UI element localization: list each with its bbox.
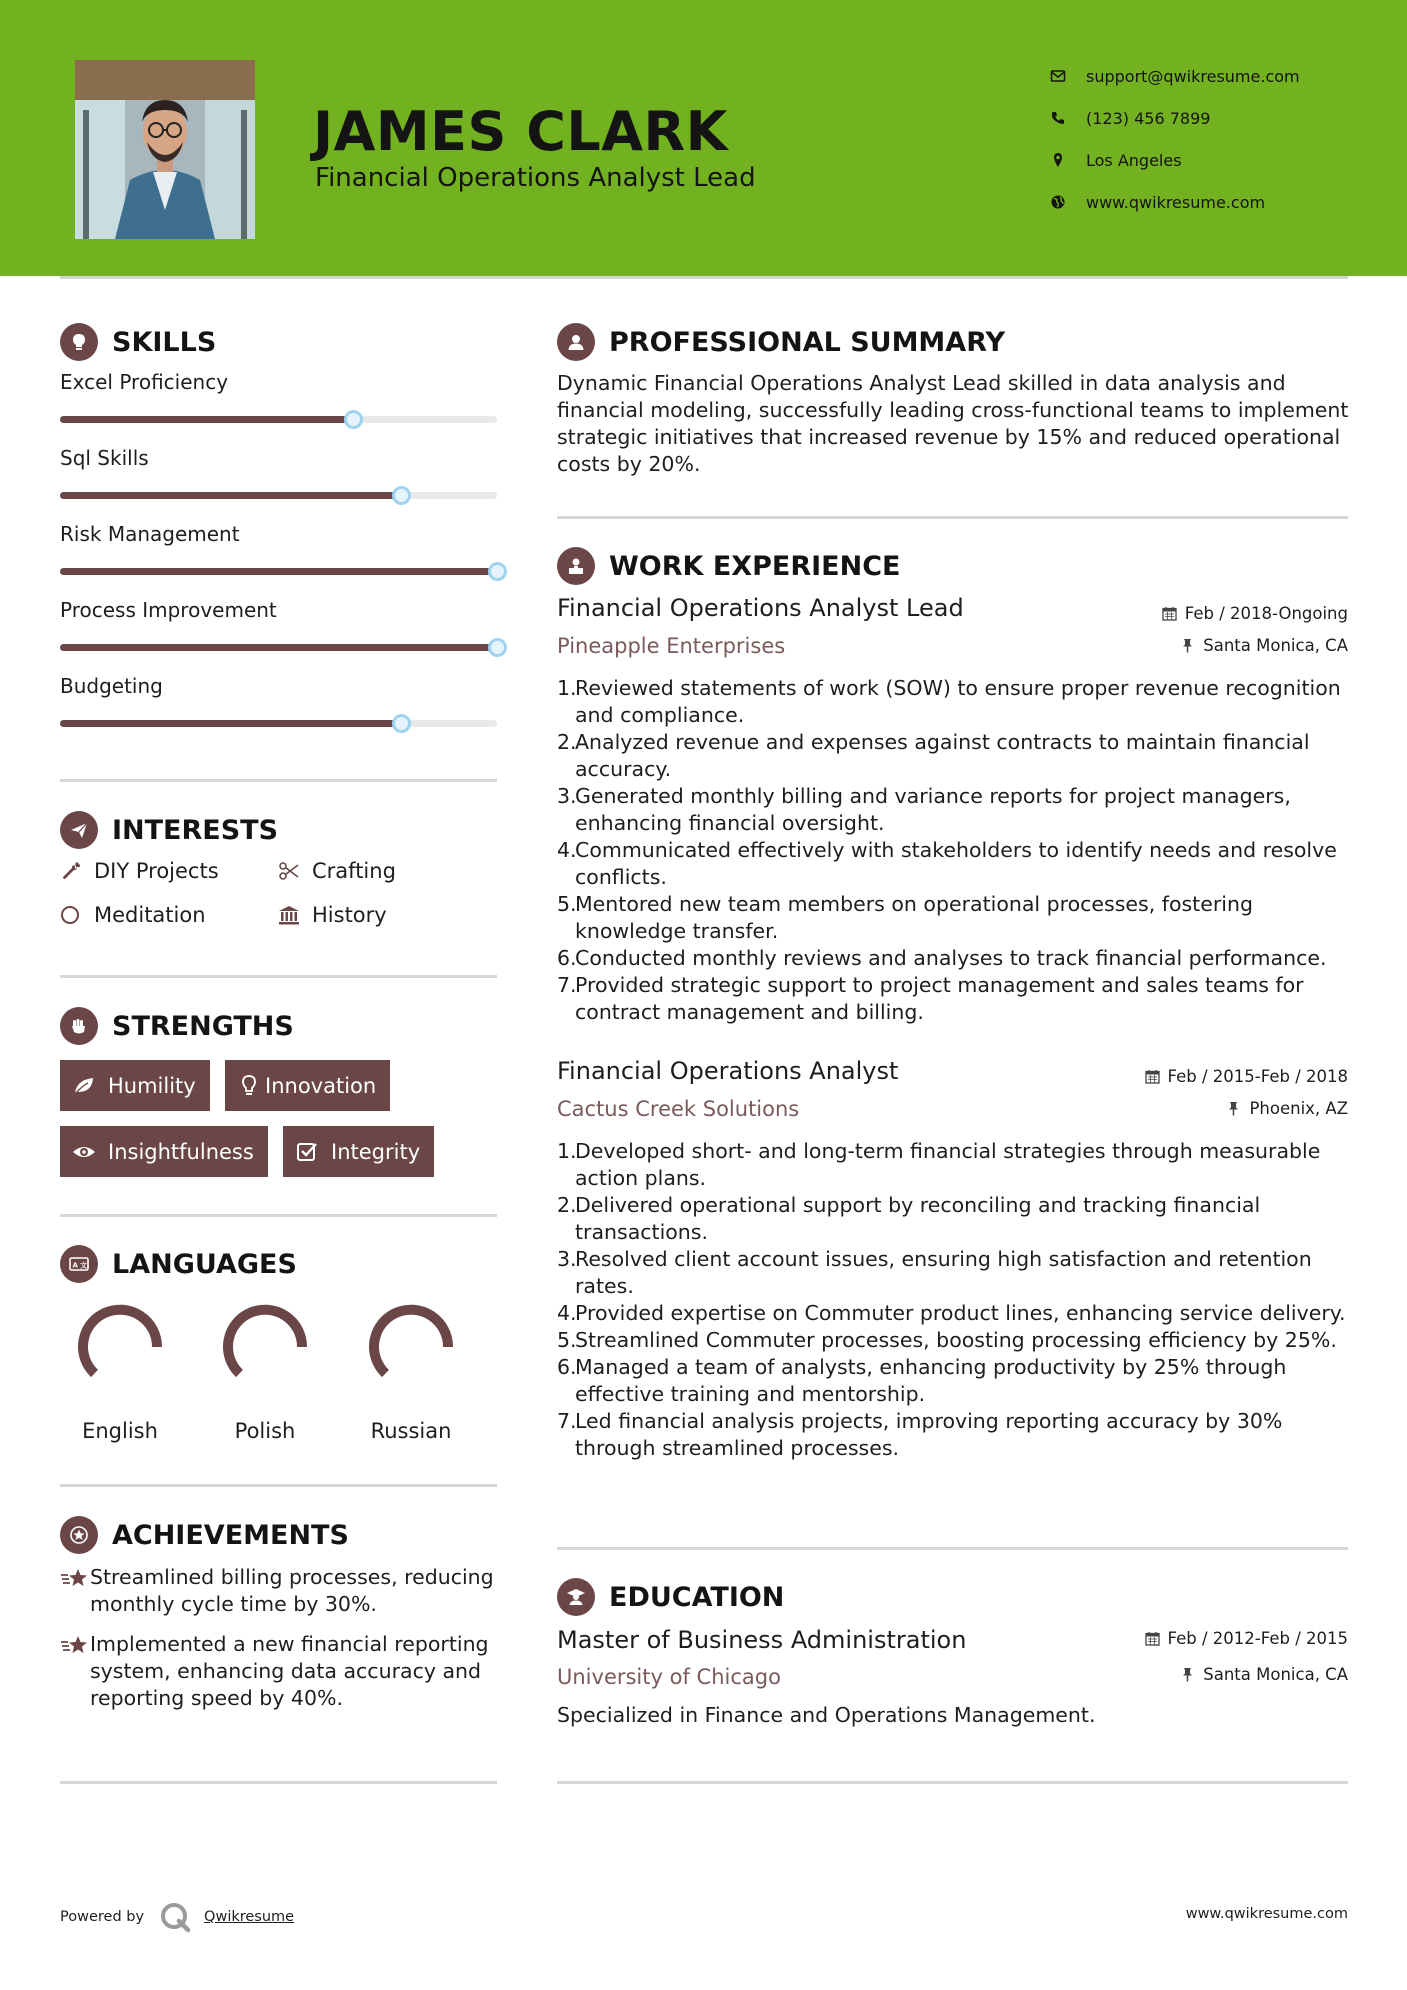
language-label: Russian (370, 1419, 452, 1443)
language-item (195, 1297, 335, 1443)
skill-bar (60, 568, 497, 575)
pushpin-icon (1180, 1667, 1195, 1682)
skill-sql (60, 446, 497, 499)
language-item (50, 1297, 190, 1443)
summary-title: PROFESSIONAL SUMMARY (609, 326, 1006, 358)
section-divider (60, 1214, 497, 1217)
contact-email-text: support@qwikresume.com (1086, 66, 1300, 86)
duty-text: Provided strategic support to project management and sales teams for contract management and billing. (575, 973, 1304, 1024)
interest-item (60, 859, 219, 883)
skill-label: Budgeting (60, 674, 163, 698)
contact-website-text: www.qwikresume.com (1086, 192, 1266, 212)
achievement-item (60, 1564, 500, 1618)
skill-label: Process Improvement (60, 598, 277, 622)
briefcase-icon (557, 547, 595, 585)
fist-icon (60, 1007, 98, 1045)
duty-text: Mentored new team members on operational processes, fostering knowledge transfer. (575, 892, 1253, 943)
duty-text: Managed a team of analysts, enhancing productivity by 25% through effective training and mentorship. (575, 1355, 1287, 1406)
job-title: Financial Operations Analyst Lead (557, 594, 964, 622)
duty-text: Streamlined Commuter processes, boosting processing efficiency by 25%. (575, 1328, 1337, 1352)
skill-fill (60, 568, 497, 575)
section-divider (557, 1547, 1348, 1550)
strengths-title: STRENGTHS (112, 1010, 294, 1042)
strength-badge (60, 1060, 210, 1111)
skill-knob (392, 486, 411, 505)
experience-heading (557, 547, 900, 585)
duty-text: Led financial analysis projects, improving reporting accuracy by 30% through streamlined processes. (575, 1409, 1283, 1460)
circle-icon (60, 904, 94, 926)
lightbulb-icon (237, 1074, 265, 1098)
skill-bar (60, 492, 497, 499)
interest-label: History (312, 903, 387, 927)
skills-title: SKILLS (112, 326, 217, 358)
contact-location-text: Los Angeles (1086, 150, 1182, 170)
skill-knob (488, 638, 507, 657)
pushpin-icon (1226, 1101, 1241, 1116)
section-divider (557, 1781, 1348, 1784)
degree-title: Master of Business Administration (557, 1626, 967, 1654)
svg-text:文: 文 (80, 1261, 87, 1270)
section-divider (557, 516, 1348, 519)
duty-item: 5. Mentored new team members on operational processes, fostering knowledge transfer. (557, 891, 1357, 945)
job-duties (557, 675, 1357, 1026)
strength-badge (60, 1126, 268, 1177)
duty-item: 3. Generated monthly billing and variance reports for project managers, enhancing financial oversight. (557, 783, 1357, 837)
skill-knob (392, 714, 411, 733)
duty-text: Delivered operational support by reconciling and tracking financial transactions. (575, 1193, 1261, 1244)
shooting-star-icon (60, 1564, 90, 1618)
strength-badge (225, 1060, 390, 1111)
candidate-title: Financial Operations Analyst Lead (315, 163, 756, 193)
strength-label: Insightfulness (108, 1139, 254, 1164)
contact-location (1050, 139, 1390, 181)
duty-text: Reviewed statements of work (SOW) to ensure proper revenue recognition and compliance. (575, 676, 1341, 727)
skill-fill (60, 492, 401, 499)
duty-item: 7. Led financial analysis projects, improving reporting accuracy by 30% through streamlined processes. (557, 1408, 1357, 1462)
job-date (1162, 604, 1348, 623)
skill-process (60, 598, 497, 651)
eye-icon (72, 1140, 108, 1164)
education-date (1145, 1629, 1348, 1648)
education-location (1180, 1665, 1348, 1684)
resume-header (0, 0, 1407, 276)
experience-title: WORK EXPERIENCE (609, 550, 901, 582)
paper-plane-icon (60, 811, 98, 849)
strengths-heading (60, 1007, 294, 1045)
education-heading (557, 1578, 784, 1616)
contact-website[interactable] (1050, 181, 1390, 223)
contact-list (1050, 55, 1390, 223)
section-divider (60, 1484, 497, 1487)
interests-title: INTERESTS (112, 814, 279, 846)
contact-email[interactable] (1050, 55, 1390, 97)
achievements-title: ACHIEVEMENTS (112, 1519, 349, 1551)
skill-fill (60, 644, 497, 651)
skill-label: Excel Proficiency (60, 370, 229, 394)
skill-label: Sql Skills (60, 446, 149, 470)
summary-heading (557, 323, 1005, 361)
job-date-text: Feb / 2018-Ongoing (1184, 604, 1348, 623)
section-divider (60, 1781, 497, 1784)
education-description: Specialized in Finance and Operations Management. (557, 1703, 1096, 1727)
envelope-icon (1050, 66, 1086, 86)
svg-text:A: A (72, 1261, 78, 1270)
education-title: EDUCATION (609, 1581, 785, 1613)
calendar-icon (1145, 1631, 1160, 1646)
duty-item: 2. Delivered operational support by reconciling and tracking financial transactions. (557, 1192, 1357, 1246)
interest-item (278, 903, 387, 927)
school-name: University of Chicago (557, 1665, 781, 1689)
globe-icon (1050, 192, 1086, 212)
skill-excel (60, 370, 497, 423)
qwikresume-link[interactable]: Qwikresume (204, 1909, 295, 1925)
duty-item: 5. Streamlined Commuter processes, boosting processing efficiency by 25%. (557, 1328, 1337, 1352)
profile-photo (75, 60, 255, 239)
skill-label: Risk Management (60, 522, 240, 546)
user-icon (557, 323, 595, 361)
checkbox-icon (295, 1140, 331, 1164)
duty-item: 3. Resolved client account issues, ensuring high satisfaction and retention rates. (557, 1246, 1357, 1300)
leaf-icon (72, 1074, 108, 1098)
footer-branding (60, 1900, 294, 1934)
bank-icon (278, 904, 312, 926)
duty-text: Conducted monthly reviews and analyses to track financial performance. (575, 946, 1327, 970)
job-title: Financial Operations Analyst (557, 1057, 899, 1085)
duty-text: Communicated effectively with stakeholders to identify needs and resolve conflicts. (575, 838, 1337, 889)
duty-text: Generated monthly billing and variance reports for project managers, enhancing financial oversight. (575, 784, 1291, 835)
duty-text: Provided expertise on Commuter product lines, enhancing service delivery. (575, 1301, 1346, 1325)
job-company: Pineapple Enterprises (557, 634, 786, 658)
languages-heading (60, 1245, 297, 1283)
candidate-name: JAMES CLARK (313, 100, 728, 163)
skill-fill (60, 720, 401, 727)
duty-item: 4. Provided expertise on Commuter product lines, enhancing service delivery. (557, 1301, 1346, 1325)
interest-label: Crafting (312, 859, 396, 883)
duty-text: Developed short- and long-term financial strategies through measurable action plans. (575, 1139, 1321, 1190)
wrench-icon (60, 860, 94, 882)
summary-text: Dynamic Financial Operations Analyst Lead skilled in data analysis and financial modeling, successfully leading cross-functional teams to implement strategic initiatives that increased revenue by 15% and reduced operational costs by 20%. (557, 371, 1349, 476)
job-company: Cactus Creek Solutions (557, 1097, 800, 1121)
skill-bar (60, 644, 497, 651)
job-location (1180, 636, 1348, 655)
skill-knob (488, 562, 507, 581)
duty-item: 6. Conducted monthly reviews and analyses to track financial performance. (557, 946, 1327, 970)
skill-bar (60, 416, 497, 423)
duty-item: 4. Communicated effectively with stakeholders to identify needs and resolve conflicts. (557, 837, 1357, 891)
pushpin-icon (1180, 638, 1195, 653)
interest-label: Meditation (94, 903, 206, 927)
graduate-icon (557, 1578, 595, 1616)
calendar-icon (1162, 606, 1177, 621)
calendar-icon (1145, 1069, 1160, 1084)
skill-budgeting (60, 674, 497, 727)
job-duties (557, 1138, 1357, 1462)
interest-label: DIY Projects (94, 859, 219, 883)
skill-knob (344, 410, 363, 429)
duty-item: 7. Provided strategic support to project management and sales teams for contract management and billing. (557, 972, 1357, 1026)
language-label: English (82, 1419, 158, 1443)
language-item (341, 1297, 481, 1443)
language-gauge (215, 1297, 315, 1397)
job-location-text: Phoenix, AZ (1249, 1099, 1348, 1118)
duty-item: 1. Developed short- and long-term financial strategies through measurable action plans. (557, 1138, 1357, 1192)
language-label: Polish (234, 1419, 296, 1443)
interest-item (60, 903, 206, 927)
star-badge-icon (60, 1516, 98, 1554)
strength-badge (283, 1126, 434, 1177)
header-divider (60, 276, 1348, 279)
language-icon (60, 1245, 98, 1283)
qwikresume-logo-icon (158, 1900, 192, 1934)
skill-risk (60, 522, 497, 575)
map-pin-icon (1050, 150, 1086, 170)
interests-heading (60, 811, 278, 849)
interest-item (278, 859, 396, 883)
achievement-item (60, 1631, 500, 1712)
education-location-text: Santa Monica, CA (1203, 1665, 1348, 1684)
duty-text: Analyzed revenue and expenses against contracts to maintain financial accuracy. (575, 730, 1310, 781)
strength-label: Innovation (265, 1073, 377, 1098)
job-date-text: Feb / 2015-Feb / 2018 (1167, 1067, 1348, 1086)
contact-phone[interactable] (1050, 97, 1390, 139)
shooting-star-icon (60, 1631, 90, 1712)
language-gauge (361, 1297, 461, 1397)
duty-item: 1. Reviewed statements of work (SOW) to ensure proper revenue recognition and compliance. (557, 675, 1357, 729)
section-divider (60, 975, 497, 978)
duty-item: 6. Managed a team of analysts, enhancing productivity by 25% through effective training and mentorship. (557, 1354, 1357, 1408)
duty-text: Resolved client account issues, ensuring high satisfaction and retention rates. (575, 1247, 1312, 1298)
job-location (1226, 1099, 1348, 1118)
section-divider (60, 779, 497, 782)
job-location-text: Santa Monica, CA (1203, 636, 1348, 655)
job-date (1145, 1067, 1348, 1086)
skill-bar (60, 720, 497, 727)
powered-by-text: Powered by (60, 1909, 145, 1925)
languages-title: LANGUAGES (112, 1248, 297, 1280)
contact-phone-text: (123) 456 7899 (1086, 108, 1211, 128)
footer-url[interactable]: www.qwikresume.com (1185, 1906, 1348, 1922)
lightbulb-icon (60, 323, 98, 361)
strength-label: Humility (108, 1073, 196, 1098)
achievement-text: Implemented a new financial reporting system, enhancing data accuracy and reporting speed by 40%. (90, 1632, 489, 1710)
language-gauge (70, 1297, 170, 1397)
scissors-icon (278, 860, 312, 882)
education-date-text: Feb / 2012-Feb / 2015 (1167, 1629, 1348, 1648)
phone-icon (1050, 108, 1086, 128)
achievements-heading (60, 1516, 349, 1554)
achievement-text: Streamlined billing processes, reducing monthly cycle time by 30%. (90, 1565, 494, 1616)
strength-label: Integrity (331, 1139, 421, 1164)
duty-item: 2. Analyzed revenue and expenses against contracts to maintain financial accuracy. (557, 729, 1357, 783)
skills-heading (60, 323, 216, 361)
skill-fill (60, 416, 353, 423)
